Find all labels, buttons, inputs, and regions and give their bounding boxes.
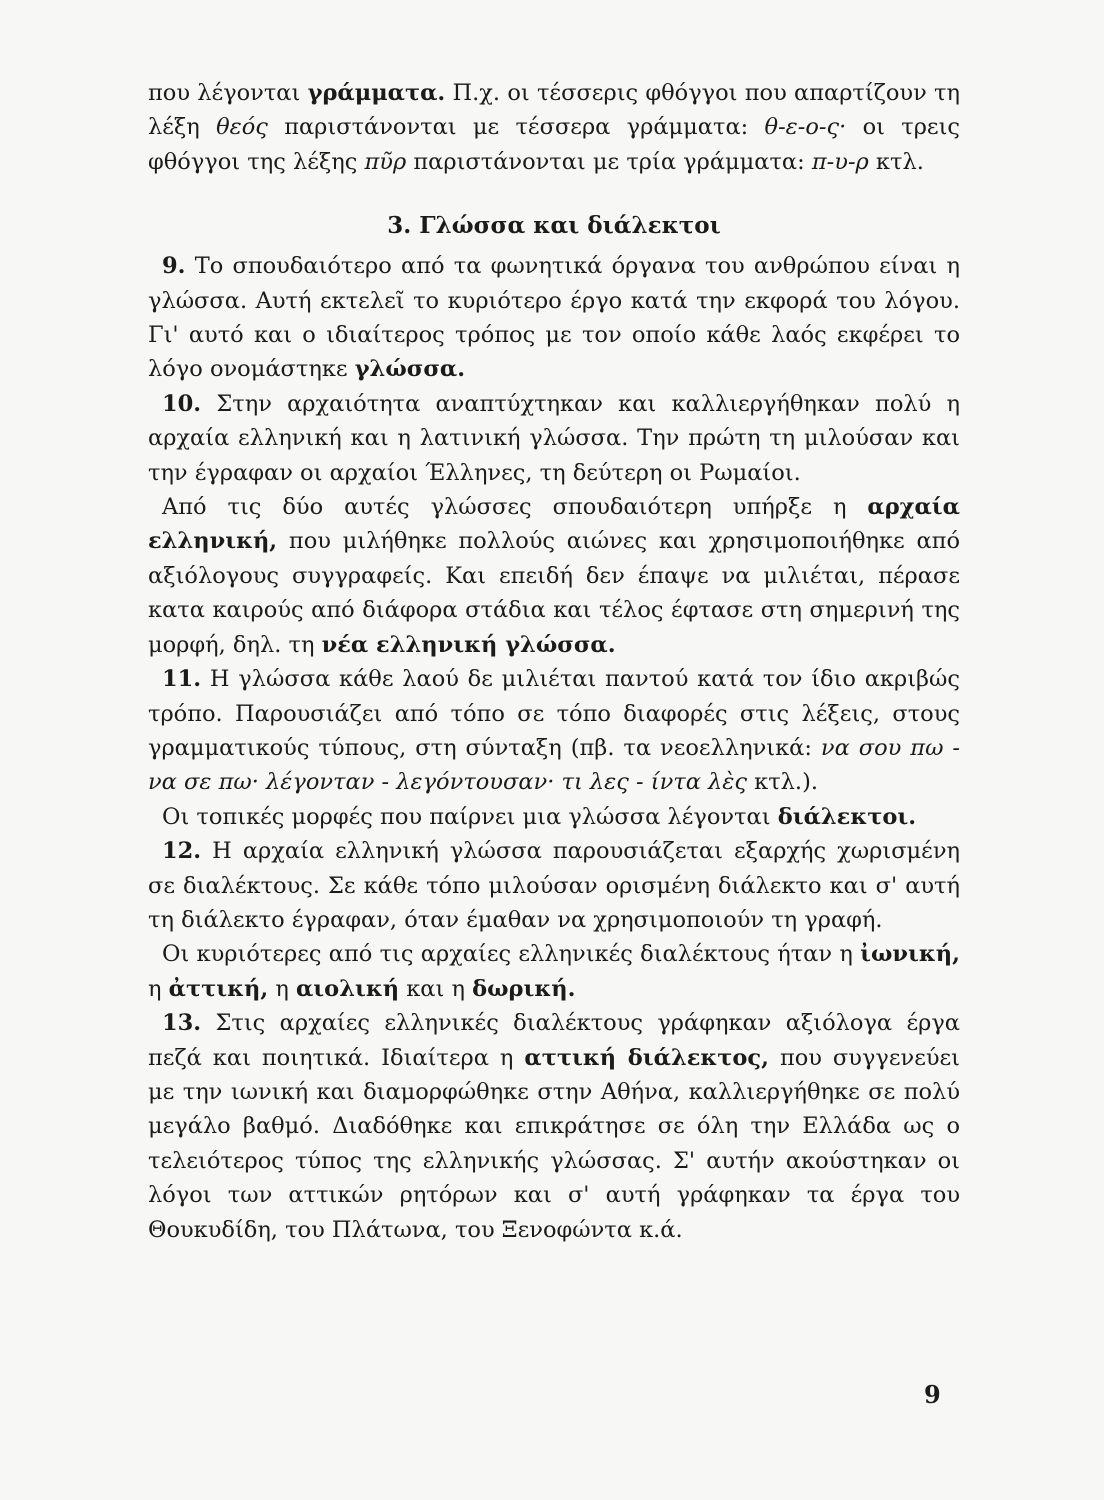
- dialect-examples: να σου πω - να σε πω· λέγονταν - λεγόντουσαν· τι λες - ίντα λὲς: [148, 734, 960, 796]
- paragraph-number: 11.: [162, 666, 202, 693]
- intro-text-1: που λέγονται: [148, 80, 308, 106]
- paragraph-text: Το σπουδαιότερο από τα φωνητικά όργανα του ανθρώπου είναι η γλώσσα. Αυτή εκτελεῖ το κυριότερο έργο κατά την εκφορά του λόγου. Γι' αυτό και ο ιδιαίτερος τρόπος με τον οποίο κάθε λαός εκφέρει το λόγο ονομάστηκε: [148, 253, 960, 383]
- term-grammata: γράμματα.: [307, 80, 446, 106]
- paragraph-text: η: [148, 975, 169, 1002]
- page-body: [148, 76, 960, 1247]
- example-theos: θεός: [216, 114, 268, 141]
- intro-text-2: Π.χ. οι τέσσερις φθόγγοι που απαρτίζουν τη λέξη: [148, 80, 960, 141]
- intro-text-5: παριστάνονται με τρία γράμματα:: [406, 148, 812, 175]
- term-doriki: δωρική.: [472, 975, 576, 1002]
- paragraph-text: Στην αρχαιότητα αναπτύχτηκαν και καλλιεργήθηκαν πολύ η αρχαία ελληνική και η λατινική γλώσσα. Την πρώτη τη μιλούσαν και την έγραφαν οι αρχαίοι Έλληνες, τη δεύτερη οι Ρωμαίοι.: [148, 390, 960, 486]
- term-attiki: ἀττική,: [168, 975, 269, 1002]
- paragraph-12: [148, 834, 960, 937]
- intro-paragraph: [148, 76, 960, 179]
- example-theos-letters: θ-ε-ο-ς·: [764, 114, 847, 141]
- page-number: 9: [924, 1380, 941, 1409]
- paragraph-11-continued: [148, 800, 960, 834]
- paragraph-text: που συγγενεύει με την ιωνική και διαμορφώθηκε στην Αθήνα, καλλιεργήθηκε σε πολύ μεγάλο βαθμό. Διαδόθηκε και επικράτησε σε όλη την Ελλάδα ως ο τελειότερος τύπος της ελληνικής γλώσσας. Σ' αυτήν ακούστηκαν οι λόγοι των αττικών ρητόρων και σ' αυτή γράφηκαν τα έργα του Θουκυδίδη, του Πλάτωνα, του Ξενοφώντα κ.ά.: [148, 1044, 961, 1243]
- section-heading: 3. Γλώσσα και διάλεκτοι: [387, 212, 721, 240]
- paragraph-number: 13.: [162, 1010, 202, 1037]
- paragraph-text: Η αρχαία ελληνική γλώσσα παρουσιάζεται εξαρχής χωρισμένη σε διαλέκτους. Σε κάθε τόπο μιλούσαν ορισμένη διάλεκτο και σ' αυτή τη διάλεκτο έγραφαν, όταν έμαθαν να χρησιμοποιούν τη γραφή.: [148, 838, 960, 933]
- paragraph-10: [148, 387, 960, 490]
- example-pyr: πῦρ: [364, 148, 407, 175]
- paragraph-number: 10.: [162, 390, 202, 417]
- term-glossa: γλώσσα.: [354, 356, 466, 383]
- intro-text-3: παριστάνονται με τέσσερα γράμματα:: [267, 114, 765, 141]
- paragraph-11: [148, 662, 960, 800]
- term-ioniki: ἰωνική,: [860, 941, 960, 968]
- intro-text-4: οι τρεις φθόγγοι της λέξης: [148, 114, 960, 175]
- paragraph-text: Οι τοπικές μορφές που παίρνει μια γλώσσα λέγονται: [162, 803, 778, 830]
- paragraph-text: Στις αρχαίες ελληνικές διαλέκτους γράφηκαν αξιόλογα έργα πεζά και ποιητικά. Ιδιαίτερα η: [148, 1010, 960, 1071]
- intro-text-6: κτλ.: [868, 148, 924, 175]
- term-archaia-elliniki: αρχαία ελληνική,: [148, 494, 960, 555]
- paragraph-10-continued: [148, 490, 960, 662]
- paragraph-number: 12.: [162, 838, 202, 865]
- paragraph-9: [148, 249, 960, 387]
- term-aioliki: αιολική: [295, 975, 400, 1002]
- paragraph-text: Οι κυριότερες από τις αρχαίες ελληνικές διαλέκτους ήταν η: [162, 941, 861, 968]
- paragraph-text: η: [268, 975, 296, 1002]
- paragraph-text: που μιλήθηκε πολλούς αιώνες και χρησιμοποιήθηκε από αξιόλογους συγγραφείς. Και επειδή δεν έπαψε να μιλιέται, πέρασε κατα καιρούς από διάφορα στάδια και τέλος έφτασε στη σημερινή της μορφή, δηλ. τη: [148, 528, 960, 658]
- term-nea-elliniki: νέα ελληνική γλώσσα.: [321, 631, 616, 658]
- term-attiki-dialektos: αττική διάλεκτος,: [524, 1044, 769, 1071]
- paragraph-13: [148, 1006, 960, 1247]
- paragraph-text: κτλ.).: [747, 769, 819, 796]
- paragraph-text: Από τις δύο αυτές γλώσσες σπουδαιότερη υπήρξε η: [162, 494, 868, 521]
- paragraph-12-continued: [148, 937, 960, 1006]
- example-pyr-letters: π-υ-ρ: [811, 148, 869, 175]
- paragraph-text: και η: [399, 975, 473, 1002]
- term-dialektoi: διάλεκτοι.: [777, 803, 917, 830]
- paragraph-number: 9.: [162, 253, 186, 280]
- paragraph-text: Η γλώσσα κάθε λαού δε μιλιέται παντού κατά τον ίδιο ακριβώς τρόπο. Παρουσιάζει από τόπο σε τόπο διαφορές στις λέξεις, στους γραμματικούς τύπους, στη σύνταξη (πβ. τα νεοελληνικά:: [148, 666, 960, 761]
